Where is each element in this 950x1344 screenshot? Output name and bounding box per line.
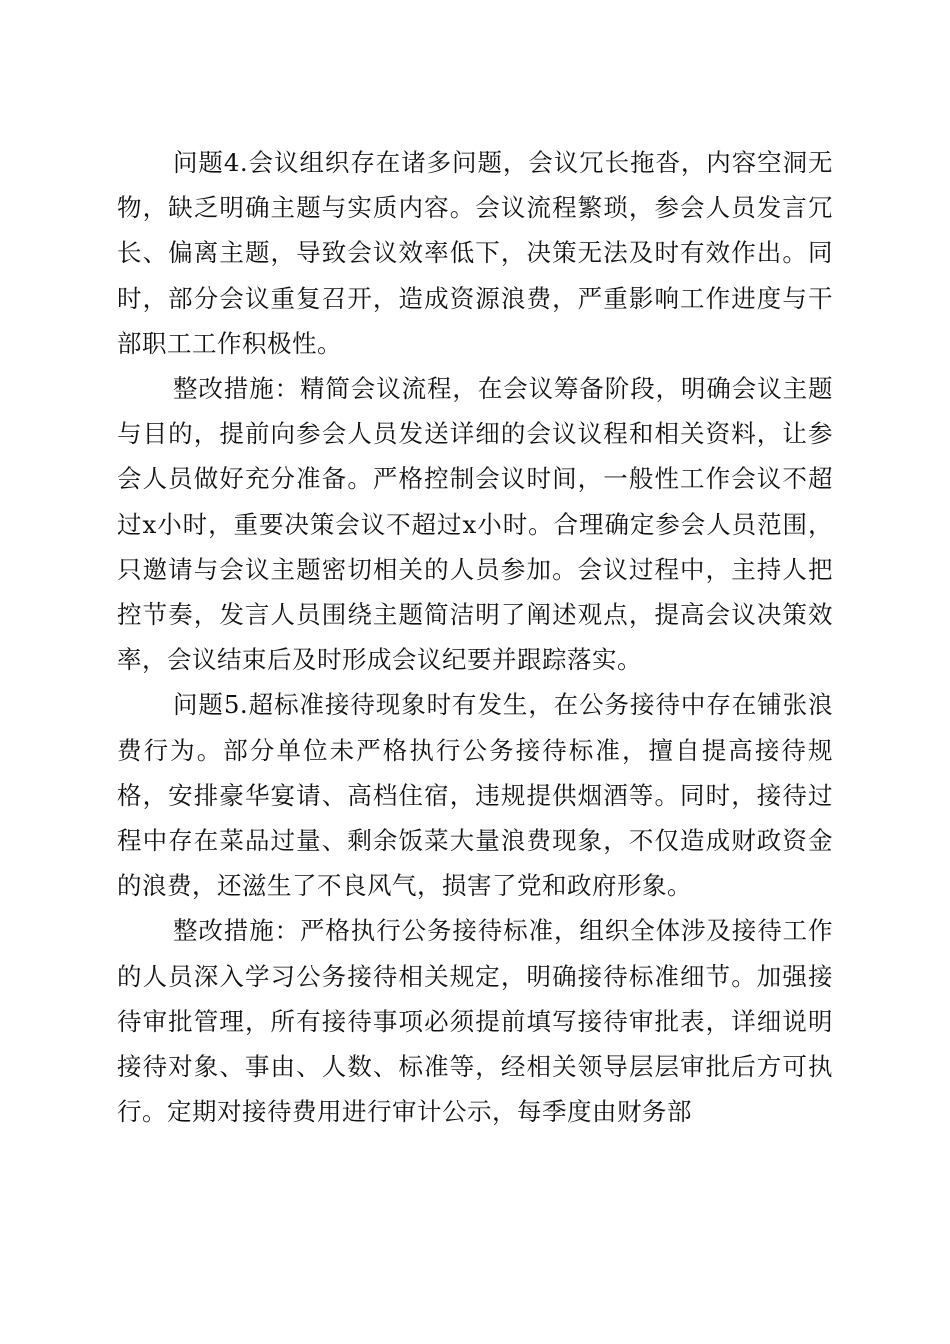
paragraph-issue-5: 问题5.超标准接待现象时有发生，在公务接待中存在铺张浪费行为。部分单位未严格执行公务接待标准，擅自提高接待规格，安排豪华宴请、高档住宿，违规提供烟酒等。同时，接待过程中存在菜品过量、剩余饭菜大量浪费现象，不仅造成财政资金的浪费，还滋生了不良风气，损害了党和政府形象。 (117, 690, 833, 901)
paragraph-issue-4: 问题4.会议组织存在诸多问题，会议冗长拖沓，内容空洞无物，缺乏明确主题与实质内容。会议流程繁琐，参会人员发言冗长、偏离主题，导致会议效率低下，决策无法及时有效作出。同时，部分会议重复召开，造成资源浪费，严重影响工作进度与干部职工工作积极性。 (117, 148, 833, 358)
paragraph-measures-5: 整改措施：严格执行公务接待标准，组织全体涉及接待工作的人员深入学习公务接待相关规定，明确接待标准细节。加强接待审批管理，所有接待事项必须提前填写接待审批表，详细说明接待对象、事由、人数、标准等，经相关领导层层审批后方可执行。定期对接待费用进行审计公示，每季度由财务部 (117, 916, 833, 1127)
document-body (117, 140, 833, 1134)
paragraph-measures-4: 整改措施：精简会议流程，在会议筹备阶段，明确会议主题与目的，提前向参会人员发送详细的会议议程和相关资料，让参会人员做好充分准备。严格控制会议时间，一般性工作会议不超过x小时，重要决策会议不超过x小时。合理确定参会人员范围，只邀请与会议主题密切相关的人员参加。会议过程中，主持人把控节奏，发言人员围绕主题简洁明了阐述观点，提高会议决策效率，会议结束后及时形成会议纪要并跟踪落实。 (117, 374, 833, 675)
